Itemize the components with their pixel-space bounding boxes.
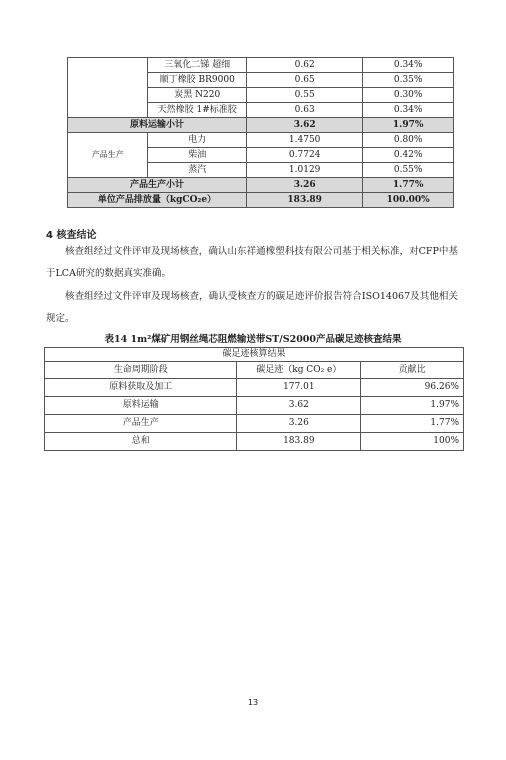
percent-value: 1.77%	[361, 415, 464, 433]
percent-value: 96.26%	[361, 379, 464, 397]
material-name: 炭黑 N220	[148, 88, 247, 103]
table-title: 碳足迹核算结果	[45, 348, 464, 362]
percent-value: 0.35%	[363, 73, 454, 88]
group-label: 产品生产	[68, 133, 148, 178]
table-caption: 表14 1m²煤矿用钢丝绳芯阻燃输送带ST/S2000产品碳足迹核查结果	[104, 334, 402, 345]
energy-name: 电力	[148, 133, 247, 148]
percent-value: 0.42%	[363, 148, 454, 163]
table-header-row	[45, 362, 464, 379]
percent-value: 0.55%	[363, 163, 454, 178]
table-row	[68, 58, 454, 73]
co2-value: 183.89	[237, 433, 361, 451]
table-row	[45, 379, 464, 397]
column-header-percent: 贡献比	[361, 362, 464, 379]
co2-value: 177.01	[237, 379, 361, 397]
column-header-co2: 碳足迹（kg CO₂ e）	[237, 362, 361, 379]
subtotal-label: 产品生产小计	[68, 178, 247, 193]
co2-value: 0.55	[246, 88, 362, 103]
subtotal-row	[68, 118, 454, 133]
total-co2: 183.89	[246, 193, 362, 208]
subtotal-percent: 1.77%	[363, 178, 454, 193]
total-row	[68, 193, 454, 208]
energy-name: 柴油	[148, 148, 247, 163]
co2-value: 0.63	[246, 103, 362, 118]
conclusion-paragraph-2: 核查组经过文件评审及现场核查，确认受核查方的碳足迹评价报告符合ISO14067及其他相关规定。	[46, 291, 458, 324]
material-name: 三氧化二锑 超细	[148, 58, 247, 73]
stage-name: 原料获取及加工	[45, 379, 237, 397]
section-heading: 4 核查结论	[46, 230, 97, 241]
subtotal-percent: 1.97%	[363, 118, 454, 133]
co2-value: 1.0129	[246, 163, 362, 178]
table-title-row	[45, 348, 464, 362]
emissions-detail-table	[67, 57, 454, 208]
total-percent: 100.00%	[363, 193, 454, 208]
percent-value: 0.34%	[363, 103, 454, 118]
column-header-stage: 生命周期阶段	[45, 362, 237, 379]
table-row	[45, 433, 464, 451]
conclusion-paragraph-1: 核查组经过文件评审及现场核查，确认山东祥通橡塑科技有限公司基于相关标准，对CFP中基于LCA研究的数据真实准确。	[46, 246, 458, 279]
table-row	[45, 415, 464, 433]
stage-name: 原料运输	[45, 397, 237, 415]
table-row	[68, 133, 454, 148]
co2-value: 0.65	[246, 73, 362, 88]
group-cell-empty	[68, 58, 148, 118]
percent-value: 100%	[361, 433, 464, 451]
carbon-footprint-result-table	[44, 347, 464, 451]
percent-value: 0.30%	[363, 88, 454, 103]
percent-value: 0.80%	[363, 133, 454, 148]
percent-value: 0.34%	[363, 58, 454, 73]
co2-value: 0.62	[246, 58, 362, 73]
stage-name: 产品生产	[45, 415, 237, 433]
subtotal-row	[68, 178, 454, 193]
co2-value: 1.4750	[246, 133, 362, 148]
percent-value: 1.97%	[361, 397, 464, 415]
total-label: 单位产品排放量（kgCO₂e）	[68, 193, 247, 208]
page-number: 13	[247, 698, 259, 707]
subtotal-co2: 3.62	[246, 118, 362, 133]
table-row	[45, 397, 464, 415]
co2-value: 0.7724	[246, 148, 362, 163]
stage-name: 总和	[45, 433, 237, 451]
energy-name: 蒸汽	[148, 163, 247, 178]
subtotal-label: 原料运输小计	[68, 118, 247, 133]
material-name: 天然橡胶 1#标准胶	[148, 103, 247, 118]
material-name: 顺丁橡胶 BR9000	[148, 73, 247, 88]
co2-value: 3.26	[237, 415, 361, 433]
co2-value: 3.62	[237, 397, 361, 415]
subtotal-co2: 3.26	[246, 178, 362, 193]
